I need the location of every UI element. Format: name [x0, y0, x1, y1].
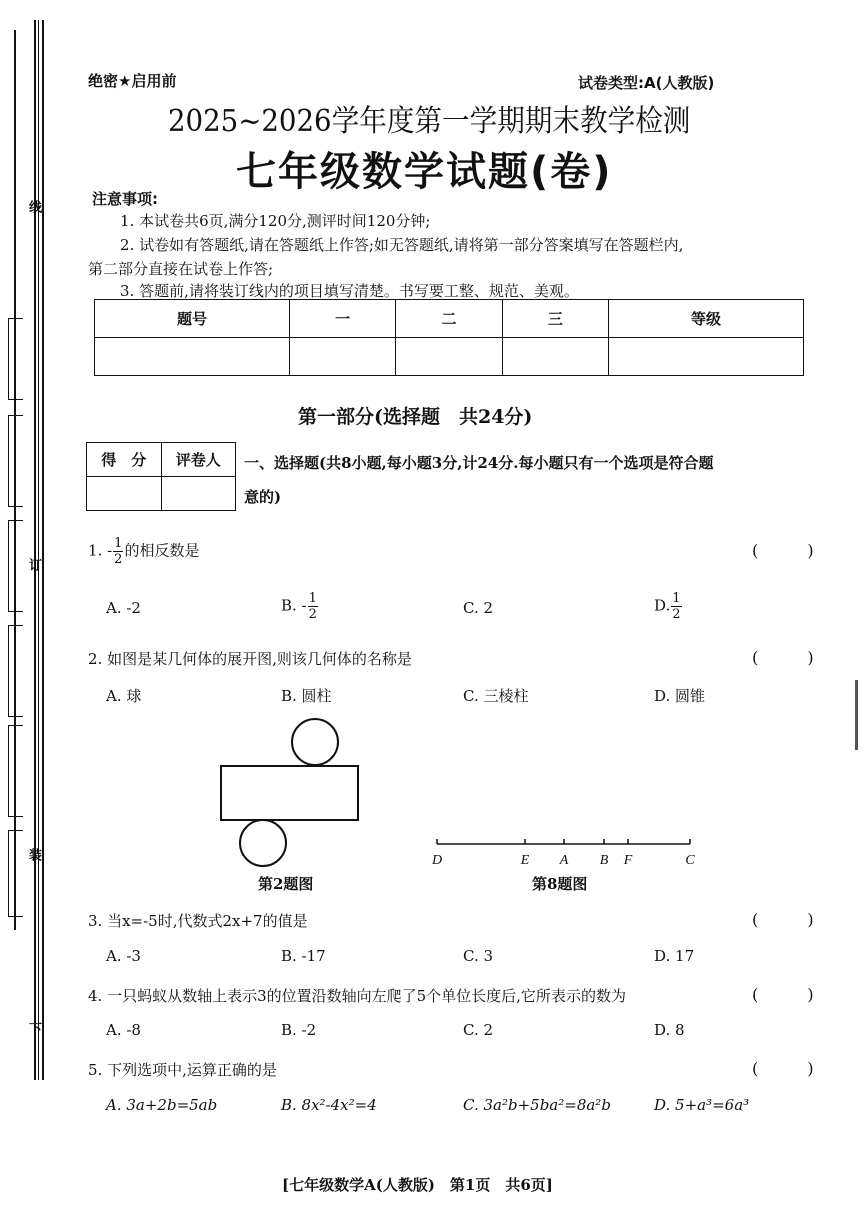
notice-item-2: 2. 试卷如有答题纸,请在答题纸上作答;如无答题纸,请将第一部分答案填写在答题栏内,	[120, 236, 684, 254]
q1-fraction	[113, 537, 123, 566]
q8-label-c: C	[685, 853, 695, 868]
score-cell[interactable]	[289, 338, 395, 376]
q3-option-d: D. 17	[654, 947, 695, 965]
q2-cylinder-net-figure	[210, 712, 370, 872]
exam-title-line1: 2025~2026学年度第一学期期末教学检测	[168, 104, 691, 139]
score-table	[94, 299, 804, 376]
q4-option-d: D. 8	[654, 1021, 685, 1039]
question-2-stem: 2. 如图是某几何体的展开图,则该几何体的名称是	[88, 650, 412, 668]
binding-field-box	[8, 830, 23, 917]
question-3-stem: 3. 当x=-5时,代数式2x+7的值是	[88, 912, 308, 930]
score-cell[interactable]	[609, 338, 804, 376]
net-bottom-circle	[240, 820, 286, 866]
q8-number-line-figure	[425, 830, 705, 870]
grader-header-reviewer: 评卷人	[161, 443, 236, 477]
binding-field-box	[8, 520, 23, 612]
q5-option-b: B. 8x²-4x²=4	[281, 1096, 377, 1114]
q1-option-b-fraction	[308, 592, 318, 621]
question-1-stem	[88, 537, 199, 566]
q5-answer-paren[interactable]: ( )	[752, 1059, 836, 1078]
q3-answer-paren[interactable]: ( )	[752, 910, 836, 929]
score-header-part2: 二	[396, 300, 502, 338]
q3-option-a: A. -3	[106, 947, 141, 965]
binding-char-xia: 下	[26, 1022, 41, 1035]
page-footer: [七年级数学A(人教版) 第1页 共6页]	[282, 1176, 553, 1194]
grader-cell[interactable]	[87, 477, 162, 511]
q1-suffix: 的相反数是	[124, 541, 200, 560]
q3-option-c: C. 3	[463, 947, 494, 965]
q4-option-b: B. -2	[281, 1021, 317, 1039]
question-5-stem: 5. 下列选项中,运算正确的是	[88, 1061, 277, 1079]
q2-option-a: A. 球	[106, 687, 142, 705]
q4-option-c: C. 2	[463, 1021, 494, 1039]
score-cell[interactable]	[396, 338, 502, 376]
q8-label-e: E	[520, 853, 530, 868]
exam-title-line2: 七年级数学试题(卷)	[236, 149, 613, 195]
q5-option-d: D. 5+a³=6a³	[654, 1096, 750, 1114]
binding-field-box	[8, 318, 23, 400]
score-header-grade: 等级	[609, 300, 804, 338]
grader-header-score: 得 分	[87, 443, 162, 477]
binding-field-box	[8, 725, 23, 817]
q8-label-a: A	[559, 853, 569, 868]
binding-char-ding: 订	[26, 558, 41, 571]
net-top-circle	[292, 719, 338, 765]
binding-line-3	[42, 20, 44, 1080]
q8-label-f: F	[623, 853, 633, 868]
scan-edge-mark	[855, 680, 858, 750]
q2-option-c: C. 三棱柱	[463, 687, 529, 705]
q8-label-b: B	[599, 853, 609, 868]
q4-option-a: A. -8	[106, 1021, 141, 1039]
q5-option-c: C. 3a²b+5ba²=8a²b	[463, 1096, 611, 1114]
notice-item-3: 3. 答题前,请将装订线内的项目填写清楚。书写要工整、规范、美观。	[120, 282, 579, 300]
score-header-part3: 三	[502, 300, 608, 338]
binding-field-box	[8, 415, 23, 507]
q2-option-d: D. 圆锥	[654, 687, 706, 705]
q1-frac-num: 1	[114, 536, 123, 551]
q8-label-d: D	[431, 853, 443, 868]
q1-option-d-fraction	[671, 592, 681, 621]
part1-title: 第一部分(选择题 共24分)	[298, 406, 533, 428]
binding-field-box	[8, 625, 23, 717]
q1-option-b-den: 2	[308, 607, 317, 622]
q1-option-d-den: 2	[672, 607, 681, 622]
q8-figure-caption: 第8题图	[532, 875, 588, 893]
q3-option-b: B. -17	[281, 947, 326, 965]
binding-line-1	[34, 20, 36, 1080]
grader-table	[86, 442, 236, 511]
net-rectangle	[221, 766, 358, 820]
q1-option-c: C. 2	[463, 599, 494, 617]
binding-char-xian: 线	[26, 200, 41, 213]
question-4-stem: 4. 一只蚂蚁从数轴上表示3的位置沿数轴向左爬了5个单位长度后,它所表示的数为	[88, 987, 626, 1005]
q1-option-a: A. -2	[106, 599, 141, 617]
q1-option-d-num: 1	[672, 591, 681, 606]
q1-answer-paren[interactable]: ( )	[752, 541, 836, 560]
q1-option-d-prefix: D.	[654, 596, 671, 615]
q1-prefix: 1. -	[88, 541, 113, 560]
q1-option-b-num: 1	[308, 591, 317, 606]
section1-intro-cont: 意的)	[244, 488, 282, 506]
notice-item-2-cont: 第二部分直接在试卷上作答;	[88, 260, 274, 278]
score-header-part1: 一	[289, 300, 395, 338]
binding-char-zhuang: 装	[26, 848, 41, 861]
q1-frac-den: 2	[114, 552, 123, 567]
q5-option-a: A. 3a+2b=5ab	[106, 1096, 218, 1114]
notice-item-1: 1. 本试卷共6页,满分120分,测评时间120分钟;	[120, 212, 431, 230]
q4-answer-paren[interactable]: ( )	[752, 985, 836, 1004]
q1-option-b-prefix: B. -	[281, 596, 307, 615]
q2-answer-paren[interactable]: ( )	[752, 648, 836, 667]
section1-intro: 一、选择题(共8小题,每小题3分,计24分.每小题只有一个选项是符合题	[244, 454, 714, 472]
score-cell[interactable]	[95, 338, 290, 376]
paper-type-label: 试卷类型:A(人教版)	[578, 74, 715, 92]
score-header-item-no: 题号	[95, 300, 290, 338]
q2-figure-caption: 第2题图	[258, 875, 314, 893]
notice-heading: 注意事项:	[92, 190, 158, 208]
q1-option-b	[281, 592, 319, 621]
secret-label: 绝密★启用前	[88, 72, 177, 90]
q1-option-d	[654, 592, 683, 621]
q2-option-b: B. 圆柱	[281, 687, 332, 705]
binding-line-2	[38, 20, 39, 1080]
grader-cell[interactable]	[161, 477, 236, 511]
score-cell[interactable]	[502, 338, 608, 376]
